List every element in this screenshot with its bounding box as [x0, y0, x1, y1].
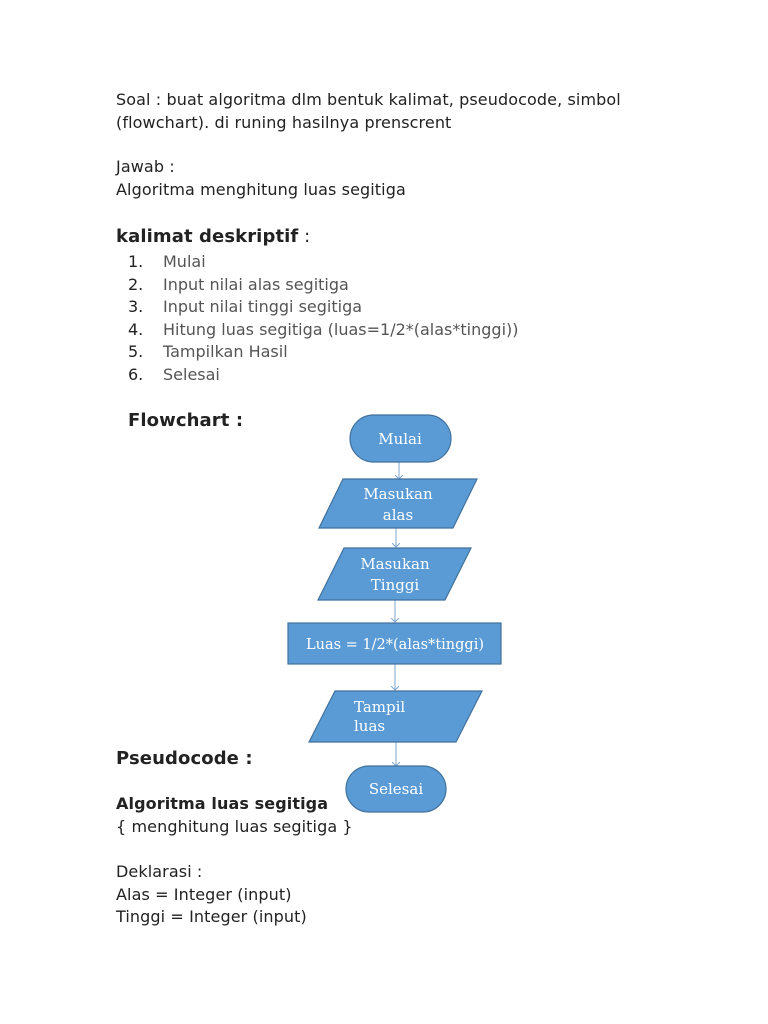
algorithm-comment: { menghitung luas segitiga }: [116, 817, 353, 836]
flowchart-start-label: Mulai: [378, 430, 422, 448]
list-item-text: Selesai: [163, 364, 220, 384]
descriptive-heading-label: kalimat deskriptif: [116, 226, 299, 247]
list-item-text: Input nilai tinggi segitiga: [163, 297, 363, 317]
list-item-number: 4.: [128, 319, 144, 339]
flowchart-end-label: Selesai: [368, 780, 424, 798]
pseudocode-heading: Pseudocode :: [116, 748, 253, 769]
list-item-text: Input nilai alas segitiga: [163, 274, 349, 294]
flowchart-output-line-2: luas: [354, 717, 386, 735]
declaration-line: Tinggi = Integer (input): [116, 907, 307, 926]
list-item-number: 1.: [128, 252, 144, 271]
list-item-text: Tampilkan Hasil: [163, 342, 288, 362]
list-item-number: 2.: [128, 274, 144, 294]
flowchart-input-alas-line-2: alas: [382, 506, 414, 524]
flowchart-heading: Flowchart :: [128, 410, 244, 431]
list-item-text: Mulai: [163, 252, 206, 271]
flowchart-output-line-1: Tampil: [354, 698, 406, 716]
answer-subtitle: Algoritma menghitung luas segitiga: [116, 180, 406, 199]
question-line-2: (flowchart). di runing hasilnya prenscrent: [116, 113, 452, 132]
answer-label: Jawab :: [116, 157, 175, 176]
algorithm-title: Algoritma luas segitiga: [116, 794, 329, 813]
list-item-number: 6.: [128, 364, 144, 384]
question-line-1: Soal : buat algoritma dlm bentuk kalimat, pseudocode, simbol: [116, 90, 621, 109]
flowchart-process-label: Luas = 1/2*(alas*tinggi): [306, 635, 484, 653]
declaration-line: Alas = Integer (input): [116, 885, 292, 904]
flowchart-input-tinggi-line-2: Tinggi: [370, 576, 420, 594]
list-item-number: 5.: [128, 342, 144, 362]
list-item-text: Hitung luas segitiga (luas=1/2*(alas*tinggi)): [163, 319, 519, 339]
flowchart-input-alas-line-1: Masukan: [363, 485, 433, 503]
list-item-number: 3.: [128, 297, 144, 317]
declaration-label: Deklarasi :: [116, 862, 203, 881]
flowchart-input-tinggi-line-1: Masukan: [360, 555, 430, 573]
descriptive-heading-suffix: :: [298, 226, 311, 247]
